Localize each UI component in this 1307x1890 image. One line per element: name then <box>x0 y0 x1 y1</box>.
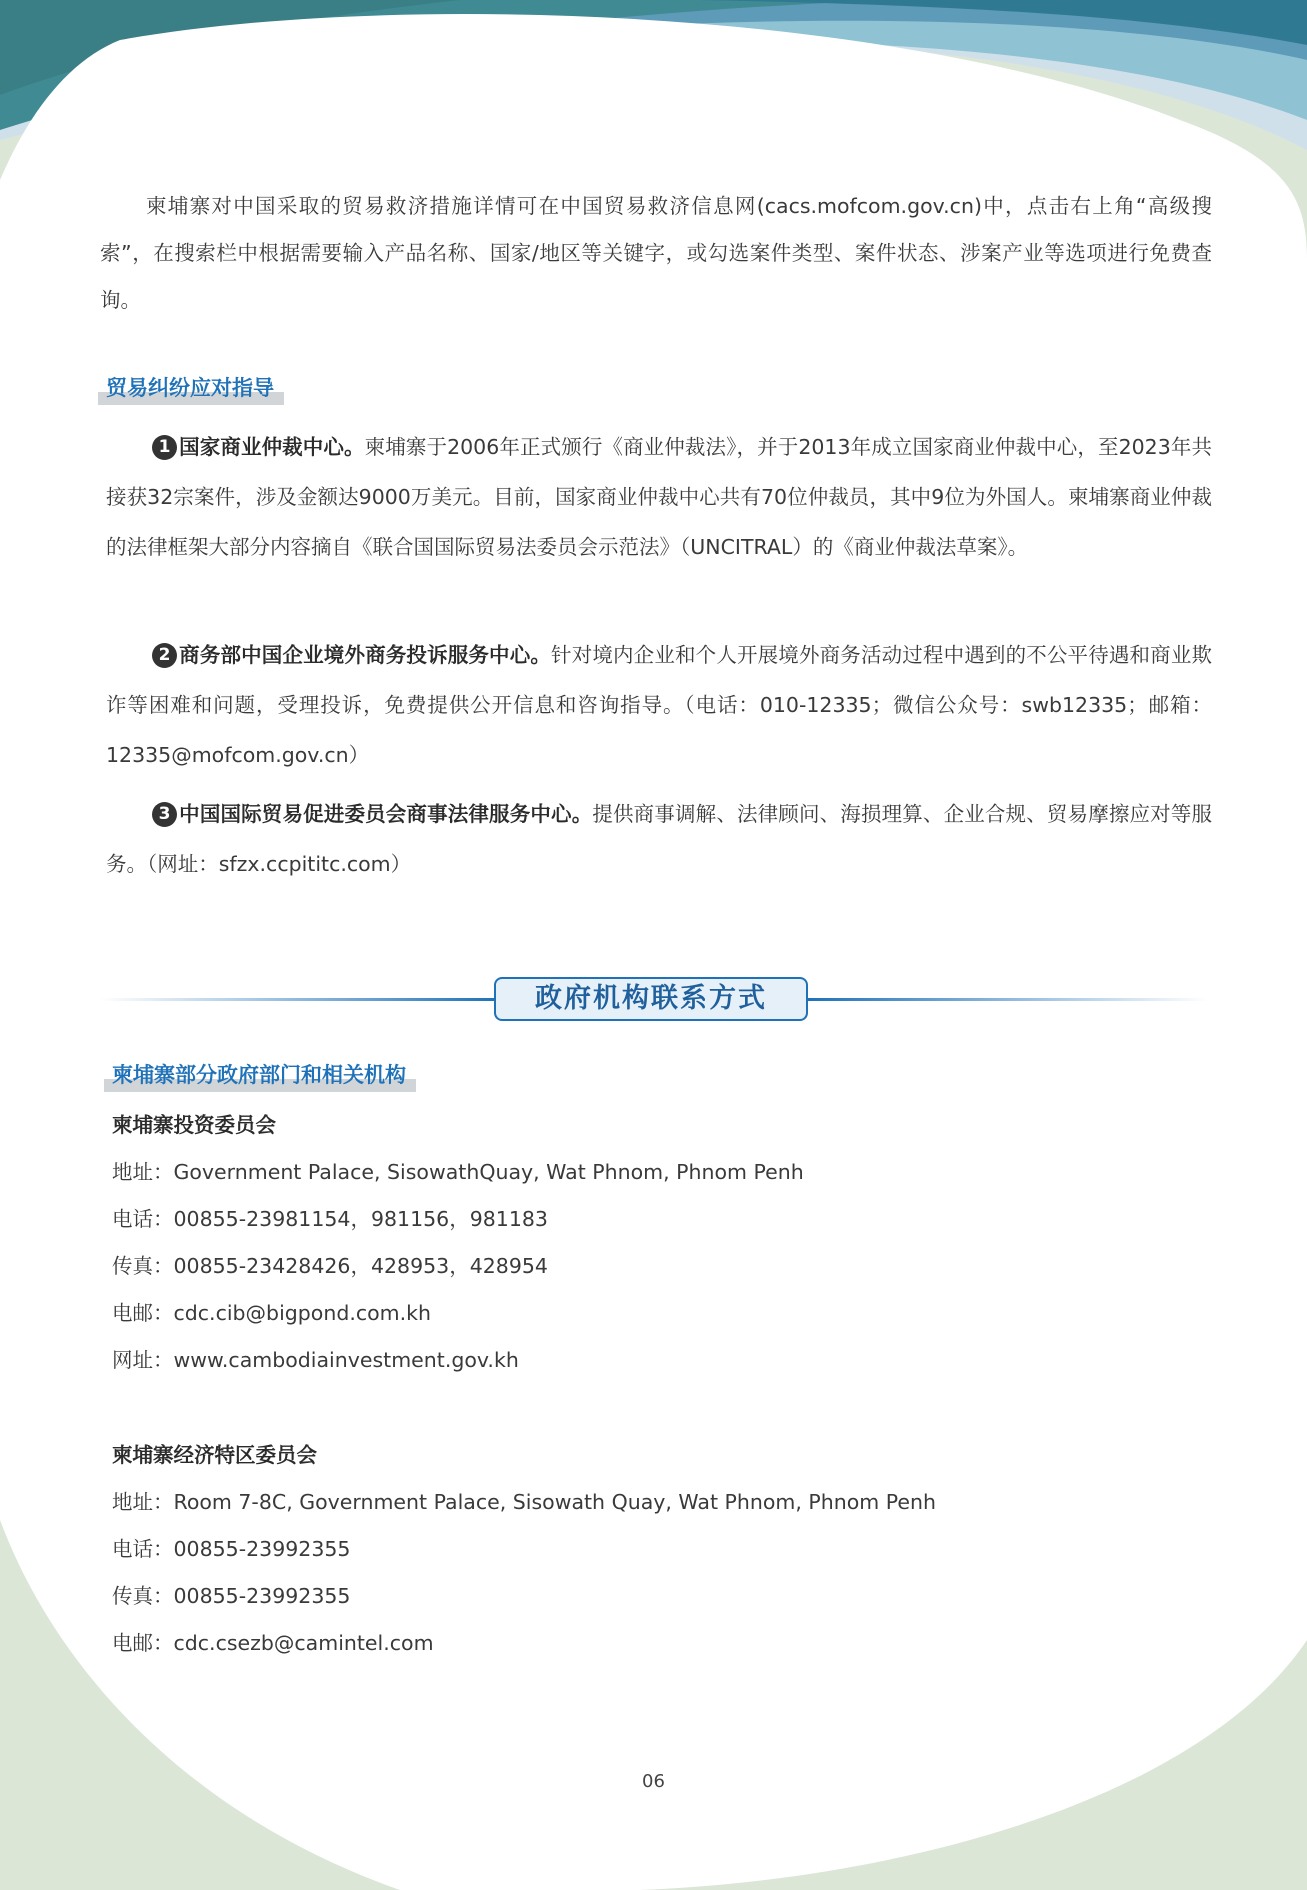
section-heading-trade-dispute: 贸易纠纷应对指导 <box>98 371 284 405</box>
guidance-item-1 <box>106 422 1212 572</box>
org-fax: 传真：00855-23992355 <box>112 1584 351 1608</box>
number-badge-2: 2 <box>152 643 177 668</box>
guidance-item-3 <box>106 789 1212 889</box>
org-email: 电邮：cdc.csezb@camintel.com <box>112 1631 434 1655</box>
org-fax: 传真：00855-23428426，428953，428954 <box>112 1254 548 1278</box>
item-text: 针对境内企业和个人开展境外商务活动过程中遇到的不公平待遇和商业欺诈等困难和问题，受理投诉，免费提供公开信息和咨询指导。（电话：010-12335；微信公众号：swb12335；邮箱：12335@mofcom.gov.cn） <box>106 643 1213 767</box>
org-name-csezb: 柬埔寨经济特区委员会 <box>112 1443 317 1467</box>
number-badge-3: 3 <box>152 802 177 827</box>
org-address: 地址：Government Palace, SisowathQuay, Wat Phnom, Phnom Penh <box>112 1160 804 1184</box>
org-email: 电邮：cdc.cib@bigpond.com.kh <box>112 1301 432 1325</box>
contacts-banner: 政府机构联系方式 <box>494 977 808 1021</box>
page-number: 06 <box>642 1771 665 1792</box>
org-phone: 电话：00855-23981154，981156，981183 <box>112 1207 548 1231</box>
item-title: 商务部中国企业境外商务投诉服务中心。 <box>179 643 552 667</box>
item-text: 柬埔寨于2006年正式颁行《商业仲裁法》，并于2013年成立国家商业仲裁中心，至2023年共接获32宗案件，涉及金额达9000万美元。目前，国家商业仲裁中心共有70位仲裁员，其中9位为外国人。柬埔寨商业仲裁的法律框架大部分内容摘自《联合国国际贸易法委员会示范法》（UNCITRAL）的《商业仲裁法草案》。 <box>106 435 1212 559</box>
section-heading-agencies: 柬埔寨部分政府部门和相关机构 <box>104 1058 416 1092</box>
divider-right <box>808 998 1208 1001</box>
item-title: 国家商业仲裁中心。 <box>179 435 365 459</box>
item-title: 中国国际贸易促进委员会商事法律服务中心。 <box>179 802 593 826</box>
org-phone: 电话：00855-23992355 <box>112 1537 351 1561</box>
divider-left <box>100 998 498 1001</box>
org-website: 网址：www.cambodiainvestment.gov.kh <box>112 1348 519 1372</box>
org-name-cdc: 柬埔寨投资委员会 <box>112 1113 276 1137</box>
number-badge-1: 1 <box>152 435 177 460</box>
item-text: 提供商事调解、法律顾问、海损理算、企业合规、贸易摩擦应对等服务。（网址：sfzx.ccpititc.com） <box>106 802 1212 876</box>
guidance-item-2 <box>106 630 1212 780</box>
intro-paragraph: 柬埔寨对中国采取的贸易救济措施详情可在中国贸易救济信息网(cacs.mofcom.gov.cn)中，点击右上角“高级搜索”，在搜索栏中根据需要输入产品名称、国家/地区等关键字，或勾选案件类型、案件状态、涉案产业等选项进行免费查询。 <box>100 194 1212 312</box>
org-address: 地址：Room 7-8C, Government Palace, Sisowath Quay, Wat Phnom, Phnom Penh <box>112 1490 936 1514</box>
